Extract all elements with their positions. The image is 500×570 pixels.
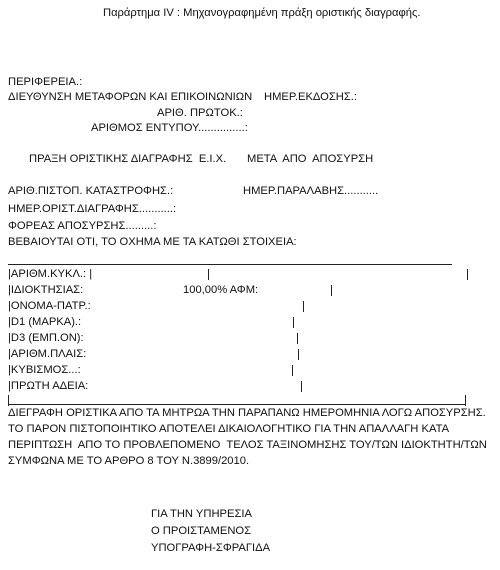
- deletion-statement-line1: ΔΙΕΓΡΑΦΗ ΟΡΙΣΤΙΚΑ ΑΠΟ ΤΑ ΜΗΤΡΩΑ ΤΗΝ ΠΑΡΑΠΑΝΩ ΗΜΕΡΟΜΗΝΙΑ ΛΟΓΩ ΑΠΟΣΥΡΣΗΣ.: [8, 407, 486, 419]
- signature-for-service: ΓΙΑ ΤΗΝ ΥΠΗΡΕΣΙΑ: [151, 508, 252, 520]
- certify-statement: ΒΕΒΑΙΟΥΤΑΙ ΟΤΙ, ΤΟ ΟΧΗΜΑ ΜΕ ΤΑ ΚΑΤΩΘΙ ΣΤΟΙΧΕΙΑ:: [8, 236, 297, 248]
- first-license-label: |ΠΡΩΤΗ ΑΔΕΙΑ:: [8, 380, 89, 392]
- deletion-date-label: ΗΜΕΡ.ΟΡΙΣΤ.ΔΙΑΓΡΑΦΗΣ...........:: [8, 203, 177, 215]
- owner-name-label: |ΟΝΟΜΑ-ΠΑΤΡ.:: [8, 300, 91, 312]
- field-divider: [303, 301, 304, 312]
- field-divider: [293, 317, 294, 328]
- region-label: ΠΕΡΙΦΕΡΕΙΑ.:: [8, 76, 83, 88]
- signature-stamp-label: ΥΠΟΓΡΑΦΗ-ΣΦΡΑΓΙΔΑ: [151, 542, 271, 554]
- issue-date-label: ΗΜΕΡ.ΕΚΔΟΣΗΣ.:: [264, 91, 357, 103]
- form-number-label: ΑΡΙΘΜΟΣ ΕΝΤΥΠΟΥ...............:: [91, 122, 248, 134]
- protocol-number-label: ΑΡΙΘ. ΠΡΩΤΟΚ.:: [157, 107, 243, 119]
- make-label: |D1 (ΜΑΡΚΑ).:: [8, 316, 82, 328]
- chassis-label: |ΑΡΙΘΜ.ΠΛΑΙΣ:: [8, 348, 87, 360]
- deletion-statement-line3: ΠΕΡΙΠΤΩΣΗ ΑΠΟ ΤΟ ΠΡΟΒΛΕΠΟΜΕΝΟ ΤΕΛΟΣ ΤΑΞΙΝΟΜΗΣΗΣ ΤΟΥ/ΤΩΝ ΙΔΙΟΚΤΗΤΗ/ΤΩΝ: [8, 439, 487, 451]
- model-label: |D3 (ΕΜΠ.ΟΝ):: [8, 332, 84, 344]
- field-divider: [301, 381, 302, 392]
- field-divider: [292, 365, 293, 376]
- deletion-statement-line2: ΤΟ ΠΑΡΟΝ ΠΙΣΤΟΠΟΙΗΤΙΚΟ ΑΠΟΤΕΛΕΙ ΔΙΚΑΙΟΛΟΓΗΤΙΚΟ ΓΙΑ ΤΗΝ ΑΠΑΛΛΑΓΗ ΚΑΤΑ: [8, 423, 450, 435]
- table-right-edge: [465, 395, 466, 406]
- withdrawal-body-label: ΦΟΡΕΑΣ ΑΠΟΣΥΡΣΗΣ.........:: [8, 220, 157, 232]
- receipt-date-label: ΗΜΕΡ.ΠΑΡΑΛΑΒΗΣ...........: [243, 185, 379, 197]
- field-divider: [208, 269, 209, 280]
- act-reason: ΜΕΤΑ ΑΠΟ ΑΠΟΣΥΡΣΗ: [247, 153, 374, 165]
- ownership-label: |ΙΔΙΟΚΤΗΣΙΑΣ:: [8, 284, 84, 296]
- deletion-statement-line4: ΣΥΜΦΩΝΑ ΜΕ ΤΟ ΑΡΘΡΟ 8 ΤΟΥ Ν.3899/2010.: [8, 455, 250, 467]
- act-title: ΠΡΑΞΗ ΟΡΙΣΤΙΚΗΣ ΔΙΑΓΡΑΦΗΣ Ε.Ι.Χ.: [29, 153, 227, 165]
- directorate-label: ΔΙΕΥΘΥΝΣΗ ΜΕΤΑΦΟΡΩΝ ΚΑΙ ΕΠΙΚΟΙΝΩΝΙΩΝ: [8, 91, 253, 103]
- field-divider: [467, 269, 468, 280]
- field-divider: [298, 349, 299, 360]
- engine-cc-label: |ΚΥΒΙΣΜΟΣ...:: [8, 364, 81, 376]
- table-top-rule: [8, 264, 452, 265]
- appendix-title: Παράρτημα IV : Μηχανογραφημένη πράξη οριστικής διαγραφής.: [103, 7, 421, 19]
- destruction-cert-label: ΑΡΙΘ.ΠΙΣΤΟΠ. ΚΑΤΑΣΤΡΟΦΗΣ.:: [8, 185, 174, 197]
- field-divider: [331, 285, 332, 296]
- field-divider: [297, 333, 298, 344]
- plate-number-label: |ΑΡΙΘΜ.ΚΥΚΛ.: |: [8, 268, 93, 280]
- ownership-percent: 100,00% ΑΦΜ:: [183, 284, 259, 296]
- table-bottom-rule: [8, 404, 465, 405]
- signature-head: Ο ΠΡΟΙΣΤΑΜΕΝΟΣ: [151, 525, 252, 537]
